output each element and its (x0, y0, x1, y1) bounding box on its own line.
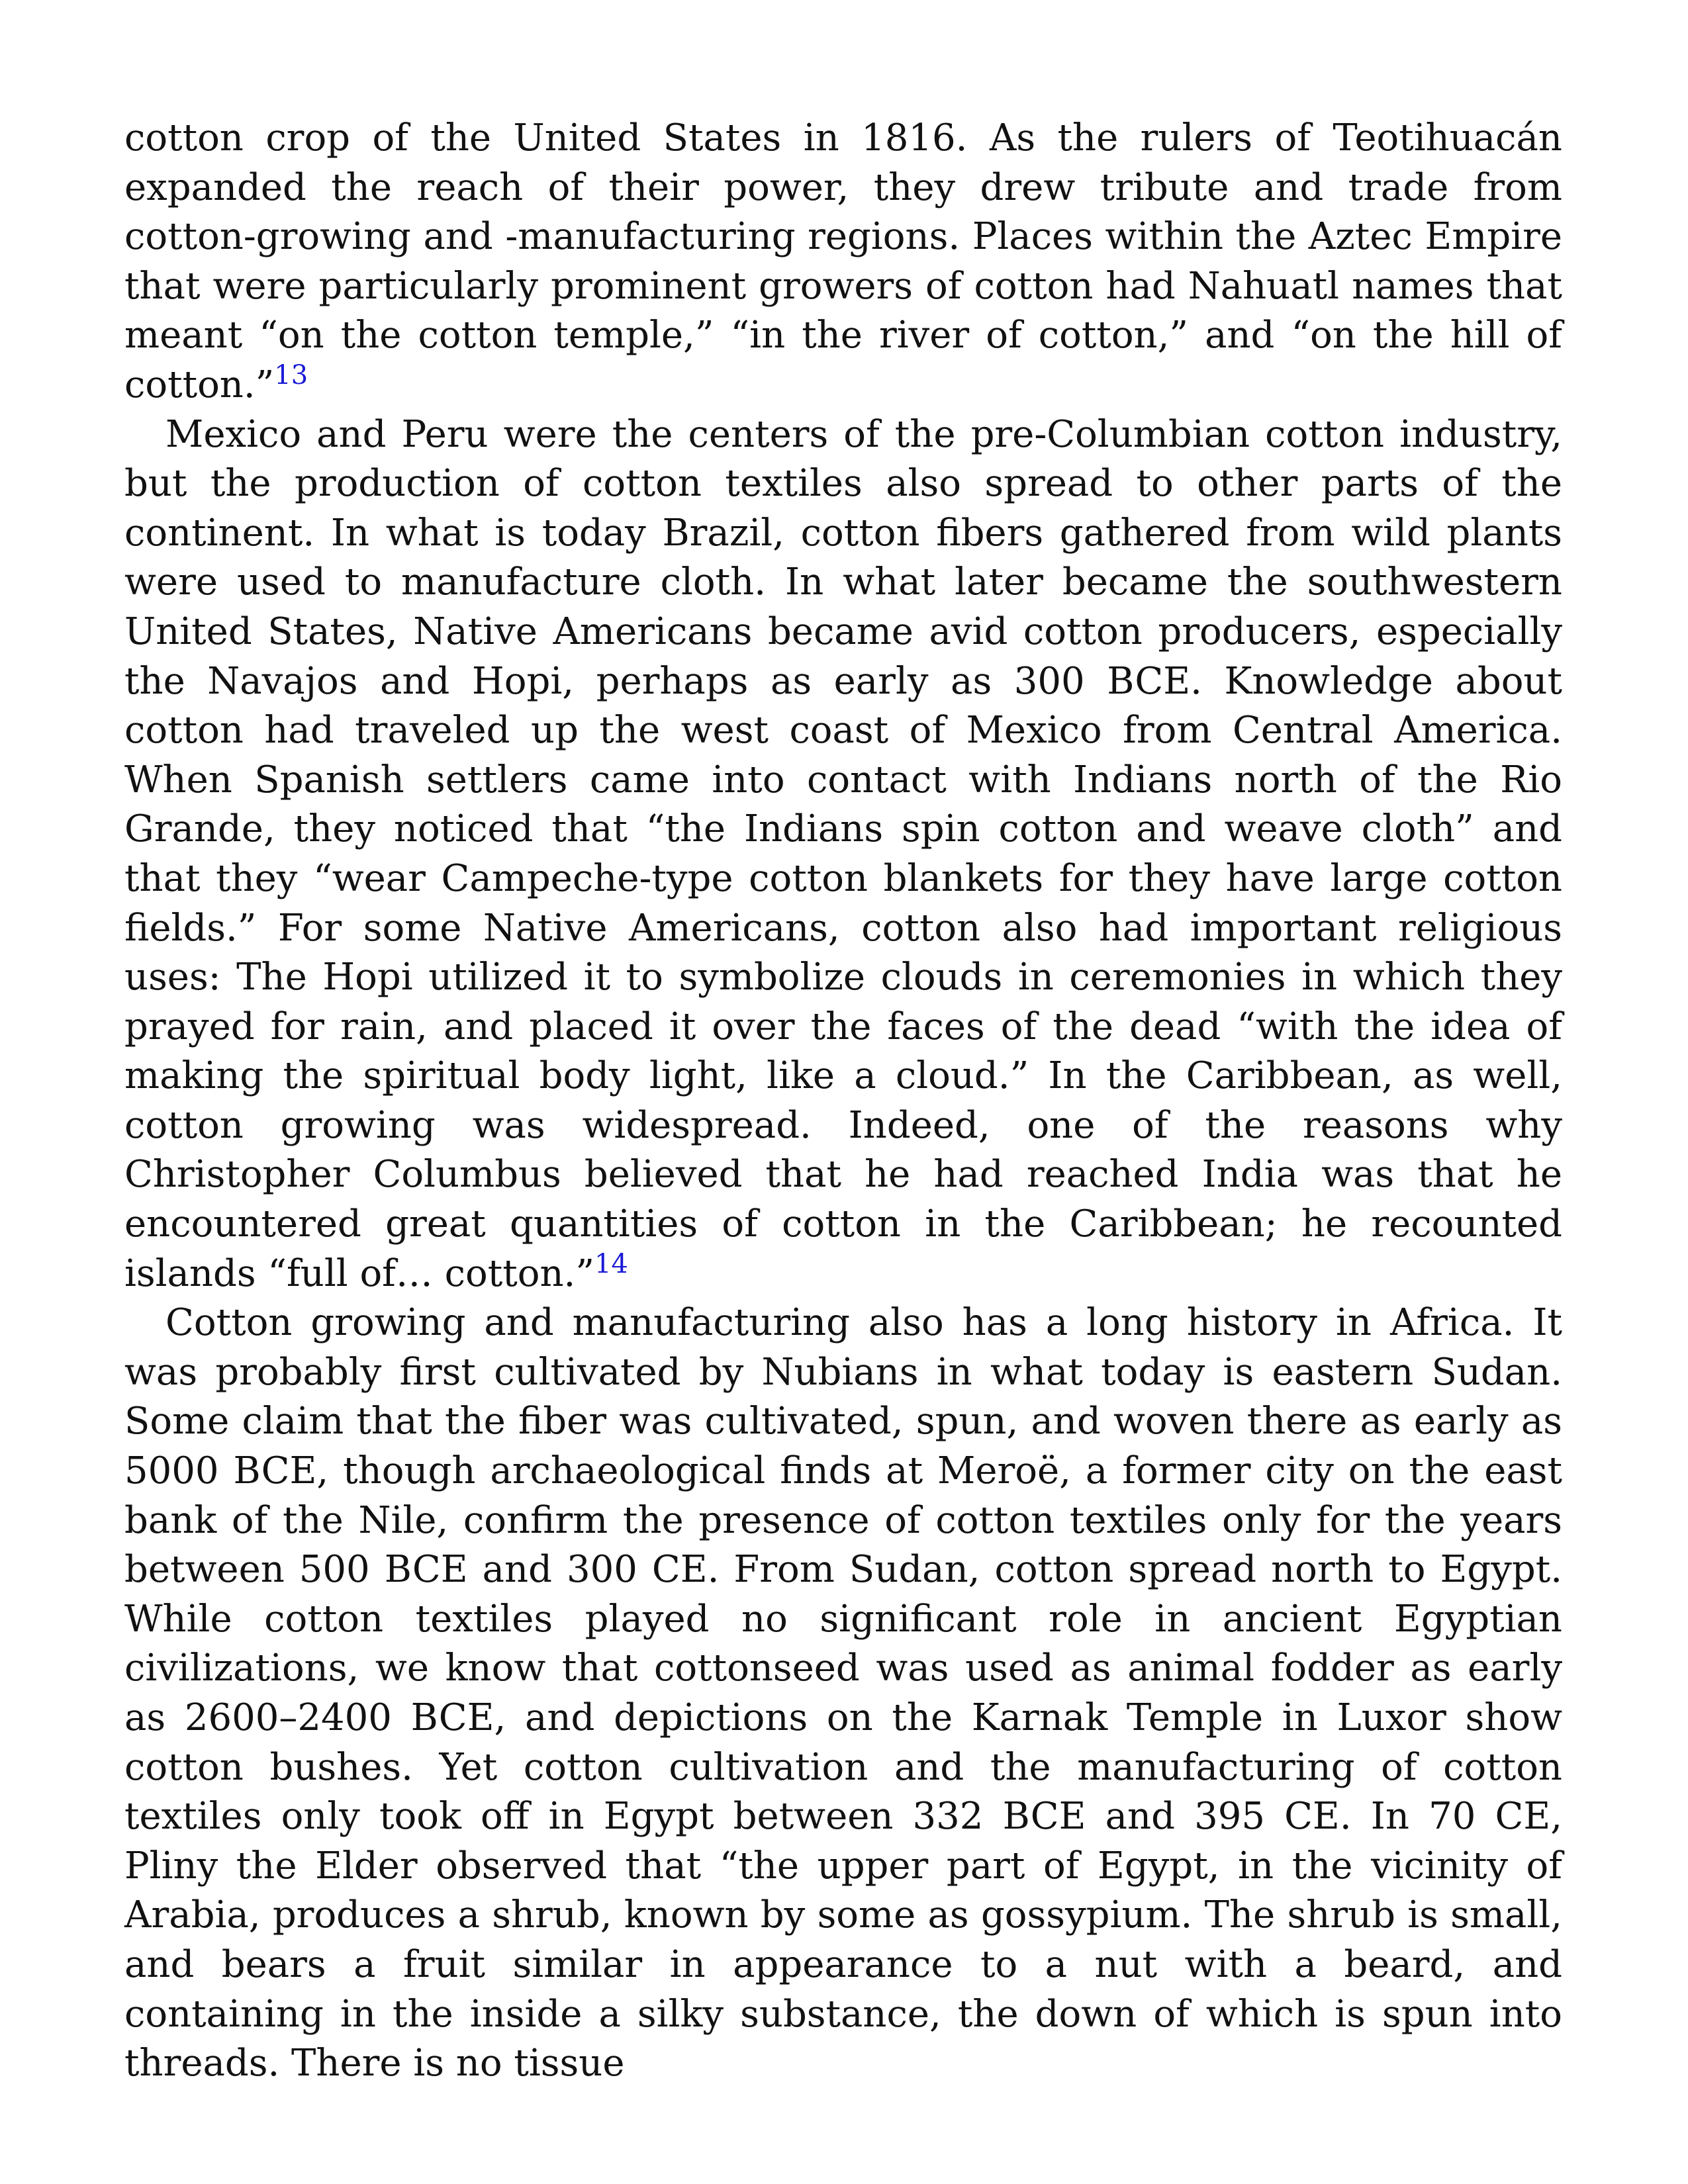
footnote-link-13[interactable]: 13 (274, 359, 308, 390)
paragraph-continuation (124, 114, 1562, 410)
paragraph-text: cotton crop of the United States in 1816. As the rulers of Teotihuacán expanded the reach of their power, they drew tribute and trade from cotton-growing and -manufacturing regions. Places within the Aztec Empire that were particularly prominent growers of cotton had Nahuatl names that meant “on the cotton temple,” “in the river of cotton,” and “on the hill of cotton.” (124, 116, 1562, 406)
paragraph-africa-cotton (124, 1298, 1562, 2089)
paragraph-text: Cotton growing and manufacturing also has a long history in Africa. It was probably first cultivated by Nubians in what today is eastern Sudan. Some claim that the fiber was cultivated, spun, and woven there as early as 5000 BCE, though archaeological finds at Meroë, a former city on the east bank of the Nile, confirm the presence of cotton textiles only for the years between 500 BCE and 300 CE. From Sudan, cotton spread north to Egypt. While cotton textiles played no significant role in ancient Egyptian civilizations, we know that cottonseed was used as animal fodder as early as 2600–2400 BCE, and depictions on the Karnak Temple in Luxor show cotton bushes. Yet cotton cultivation and the manufacturing of cotton textiles only took off in Egypt between 332 BCE and 395 CE. In 70 CE, Pliny the Elder observed that “the upper part of Egypt, in the vicinity of Arabia, produces a shrub, known by some as gossypium. The shrub is small, and bears a fruit similar in appearance to a nut with a beard, and containing in the inside a silky substance, the down of which is spun into threads. There is no tissue (124, 1301, 1562, 2085)
footnote-link-14[interactable]: 14 (594, 1248, 628, 1279)
paragraph-pre-columbian-cotton (124, 410, 1562, 1299)
document-page (124, 114, 1562, 2089)
paragraph-text: Mexico and Peru were the centers of the pre-Columbian cotton industry, but the production of cotton textiles also spread to other parts of the continent. In what is today Brazil, cotton fibers gathered from wild plants were used to manufacture cloth. In what later became the southwestern United States, Native Americans became avid cotton producers, especially the Navajos and Hopi, perhaps as early as 300 BCE. Knowledge about cotton had traveled up the west coast of Mexico from Central America. When Spanish settlers came into contact with Indians north of the Rio Grande, they noticed that “the Indians spin cotton and weave cloth” and that they “wear Campeche-type cotton blankets for they have large cotton fields.” For some Native Americans, cotton also had important religious uses: The Hopi utilized it to symbolize clouds in ceremonies in which they prayed for rain, and placed it over the faces of the dead “with the idea of making the spiritual body light, like a cloud.” In the Caribbean, as well, cotton growing was widespread. Indeed, one of the reasons why Christopher Columbus believed that he had reached India was that he encountered great quantities of cotton in the Caribbean; he recounted islands “full of… cotton.” (124, 412, 1562, 1295)
